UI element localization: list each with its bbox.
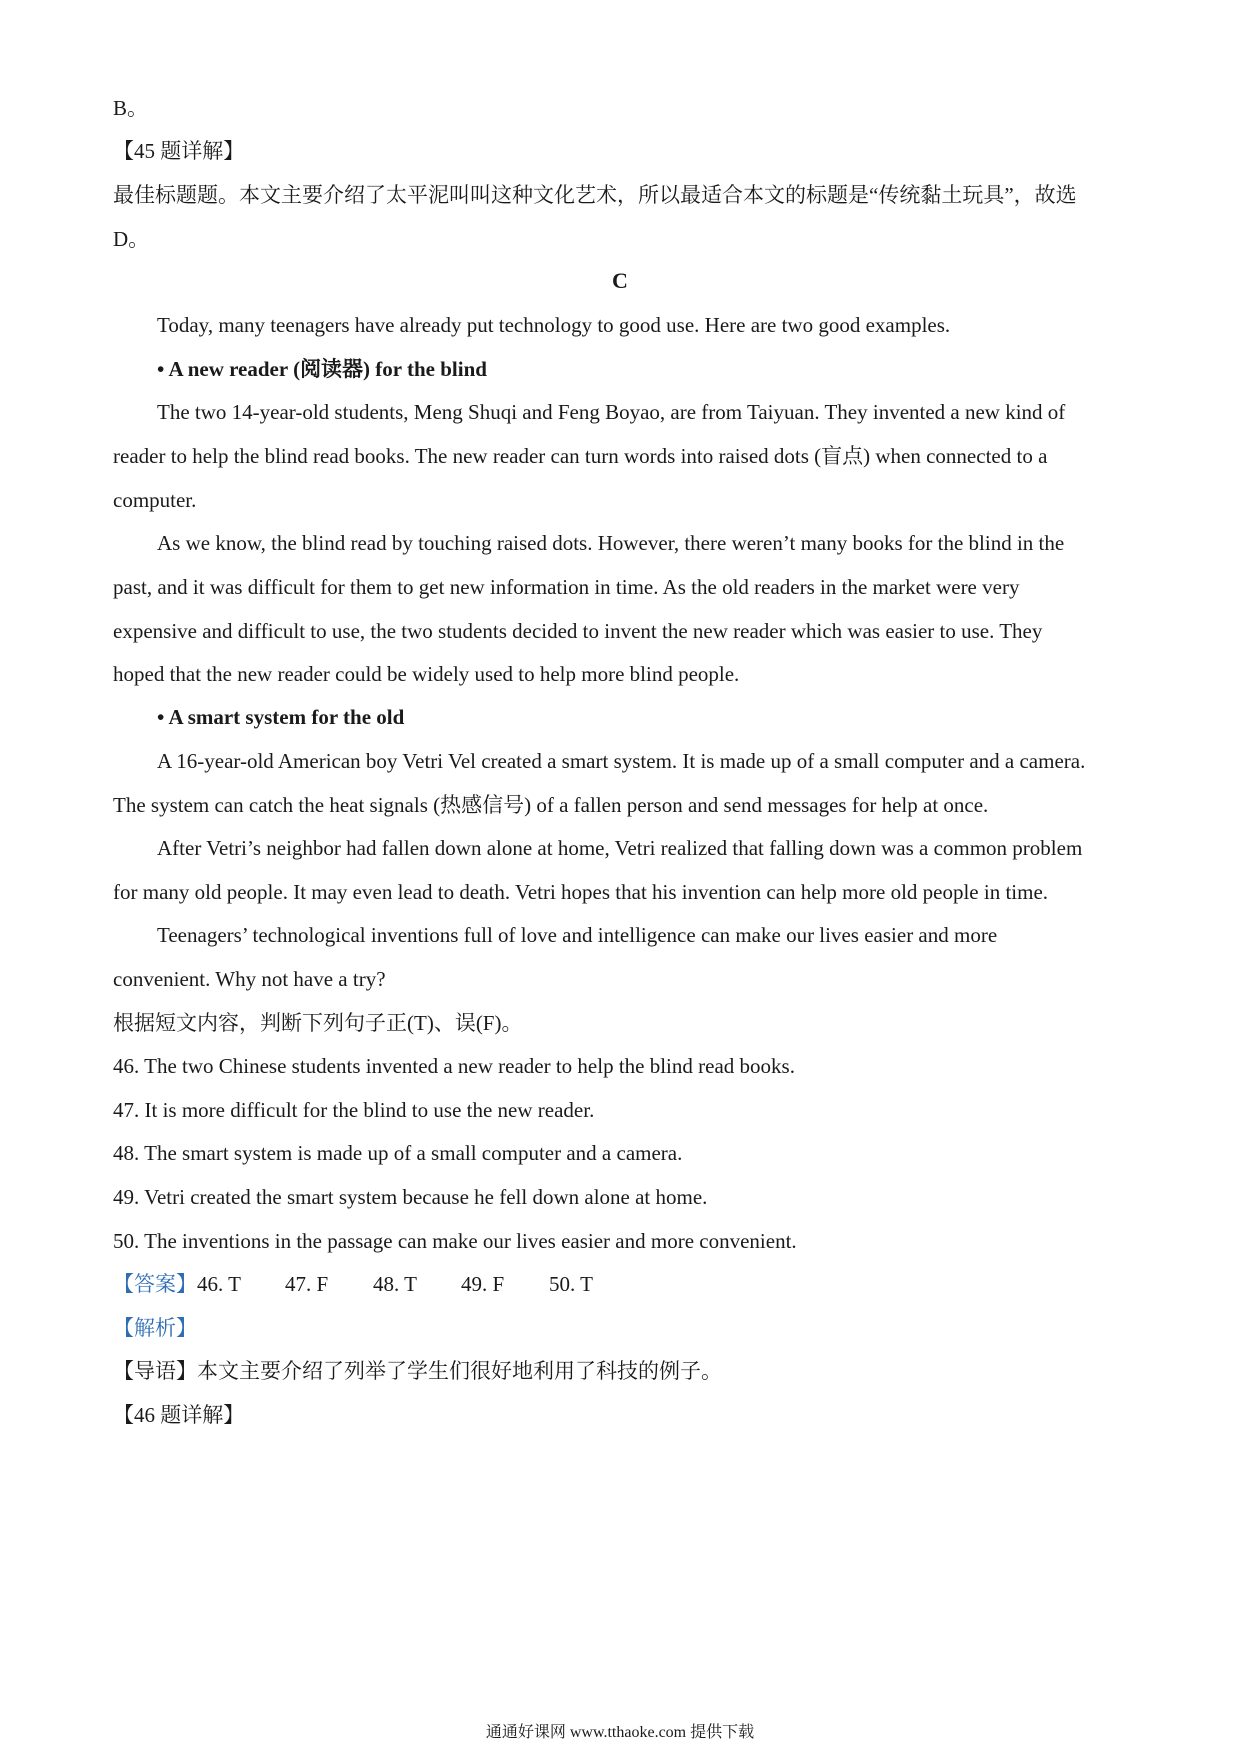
paragraph-4-line-1: After Vetri’s neighbor had fallen down alone at home, Vetri realized that falling down was a common problem [157, 836, 1083, 860]
paragraph-3-line-2: The system can catch the heat signals (热感信号) of a fallen person and send messages for help at once. [113, 793, 989, 817]
guide-text: 【导语】本文主要介绍了列举了学生们很好地利用了科技的例子。 [113, 1359, 722, 1383]
instructions: 根据短文内容，判断下列句子正(T)、误(F)。 [113, 1011, 523, 1035]
answer-50: 50. T [549, 1272, 593, 1296]
section-title: C [612, 268, 628, 293]
footer-source: 通通好课网 www.tthaoke.com 提供下载 [485, 1724, 755, 1741]
answer-b-text: B。 [113, 96, 149, 120]
answer-label: 【答案】 [113, 1272, 197, 1296]
paragraph-4-line-2: for many old people. It may even lead to death. Vetri hopes that his invention can help more old people in time. [113, 880, 1049, 904]
q46-header: 【46 题详解】 [113, 1403, 245, 1427]
answer-49: 49. F [461, 1272, 505, 1296]
paragraph-5-line-2: convenient. Why not have a try? [113, 967, 386, 991]
passage-heading-system: • A smart system for the old [157, 705, 405, 729]
passage-intro: Today, many teenagers have already put technology to good use. Here are two good examples. [157, 313, 951, 337]
q45-explanation-line1: 最佳标题题。本文主要介绍了太平泥叫叫这种文化艺术，所以最适合本文的标题是“传统黏土玩具”，故选 [113, 183, 1077, 207]
paragraph-2-line-4: hoped that the new reader could be widely used to help more blind people. [113, 662, 740, 686]
question-48: 48. The smart system is made up of a small computer and a camera. [113, 1141, 683, 1165]
paragraph-1-line-3: computer. [113, 488, 197, 512]
passage-heading-reader: • A new reader (阅读器) for the blind [157, 357, 487, 381]
answer-row [113, 1270, 593, 1298]
answer-47: 47. F [285, 1272, 329, 1296]
paragraph-2-line-2: past, and it was difficult for them to get new information in time. As the old readers in the market were very [113, 575, 1020, 599]
paragraph-2-line-1: As we know, the blind read by touching raised dots. However, there weren’t many books for the blind in the [157, 531, 1065, 555]
q45-explanation-line2: D。 [113, 227, 150, 251]
paragraph-1-line-1: The two 14-year-old students, Meng Shuqi and Feng Boyao, are from Taiyuan. They invented a new kind of [157, 400, 1066, 424]
q45-header: 【45 题详解】 [113, 139, 245, 163]
answer-48: 48. T [373, 1272, 417, 1296]
paragraph-3-line-1: A 16-year-old American boy Vetri Vel created a smart system. It is made up of a small computer and a camera. [157, 749, 1086, 773]
question-46: 46. The two Chinese students invented a new reader to help the blind read books. [113, 1054, 795, 1078]
answer-46: 46. T [197, 1272, 241, 1296]
question-47: 47. It is more difficult for the blind to use the new reader. [113, 1098, 595, 1122]
paragraph-2-line-3: expensive and difficult to use, the two students decided to invent the new reader which was easier to use. They [113, 619, 1043, 643]
paragraph-1-line-2: reader to help the blind read books. The new reader can turn words into raised dots (盲点) when connected to a [113, 444, 1048, 468]
question-49: 49. Vetri created the smart system because he fell down alone at home. [113, 1185, 708, 1209]
analysis-label: 【解析】 [113, 1316, 197, 1340]
paragraph-5-line-1: Teenagers’ technological inventions full of love and intelligence can make our lives easier and more [157, 923, 998, 947]
question-50: 50. The inventions in the passage can make our lives easier and more convenient. [113, 1229, 797, 1253]
